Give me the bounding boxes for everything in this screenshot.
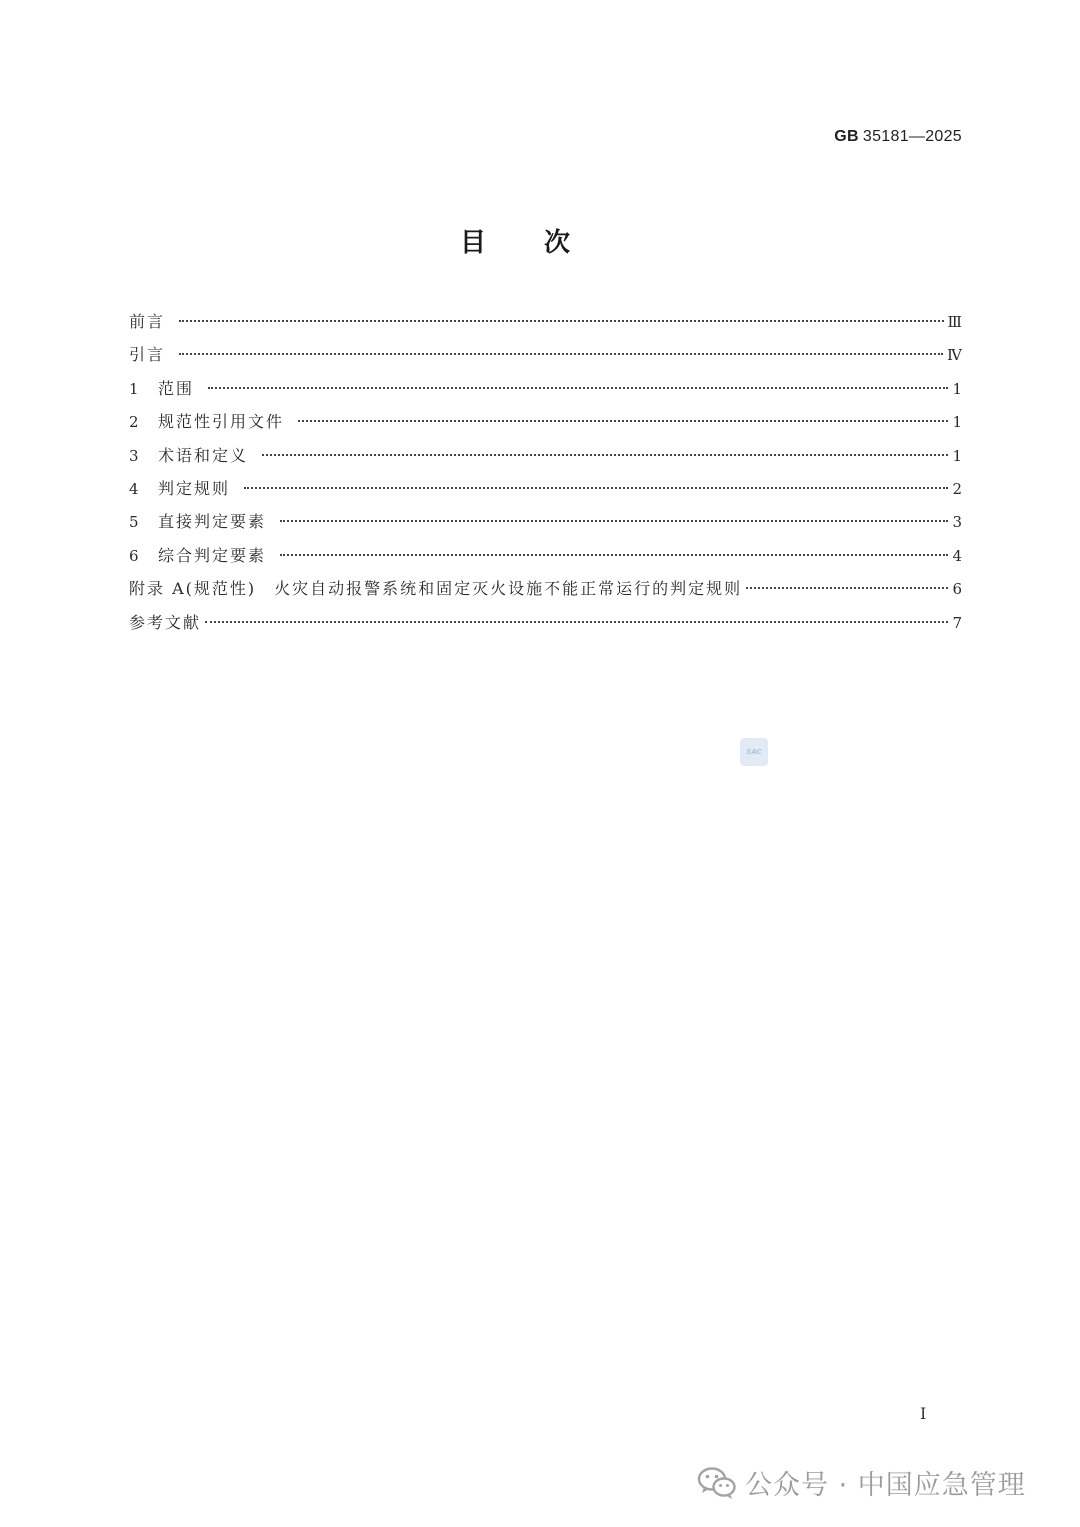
page-title: 目次 <box>459 228 628 258</box>
toc-entry-number: 4 <box>129 479 139 498</box>
toc-entry-direct-elements[interactable] <box>129 505 962 538</box>
standard-prefix: GB <box>834 128 859 145</box>
toc-entry-preface[interactable] <box>129 305 962 338</box>
toc-entry-number: 6 <box>129 546 139 565</box>
toc-entry-page: 1 <box>952 413 962 432</box>
toc-leader-dots <box>208 387 948 389</box>
table-of-contents <box>129 305 962 639</box>
sac-logo-watermark: SAC <box>740 738 768 766</box>
toc-entry-comprehensive-elements[interactable] <box>129 539 962 572</box>
toc-entry-page: 7 <box>952 613 962 632</box>
toc-entry-judgement-rules[interactable] <box>129 472 962 505</box>
toc-leader-dots <box>205 621 948 623</box>
footer-account-text: 公众号 · 中国应急管理 <box>745 1470 1026 1501</box>
toc-entry-bibliography[interactable] <box>129 606 962 639</box>
toc-entry-label: 前言 <box>129 312 166 331</box>
toc-entry-introduction[interactable] <box>129 338 962 371</box>
toc-leader-dots <box>280 554 948 556</box>
standard-number: 35181—2025 <box>862 128 962 145</box>
toc-entry-label: 综合判定要素 <box>158 545 267 565</box>
toc-entry-terms-definitions[interactable] <box>129 439 962 472</box>
toc-entry-page: Ⅳ <box>947 346 962 365</box>
toc-entry-label: 术语和定义 <box>158 445 249 465</box>
standard-code <box>834 128 962 146</box>
toc-entry-page: 2 <box>952 479 962 498</box>
toc-entry-page: 4 <box>952 546 962 565</box>
toc-entry-appendix-a[interactable] <box>129 572 962 605</box>
toc-entry-number: 1 <box>129 379 139 398</box>
toc-entry-label: 规范性引用文件 <box>158 412 285 432</box>
toc-entry-number: 5 <box>129 513 139 532</box>
toc-leader-dots <box>262 454 948 456</box>
toc-entry-label: 判定规则 <box>158 478 231 498</box>
toc-entry-label: 引言 <box>129 345 166 365</box>
toc-entry-number: 3 <box>129 446 139 465</box>
toc-entry-page: 1 <box>952 379 962 398</box>
toc-entry-page: 3 <box>952 513 962 532</box>
toc-leader-dots <box>244 487 948 489</box>
toc-entry-normative-references[interactable] <box>129 405 962 438</box>
page-number: I <box>920 1404 927 1423</box>
toc-entry-label: 直接判定要素 <box>158 512 267 532</box>
toc-leader-dots <box>298 420 948 422</box>
toc-leader-dots <box>179 353 943 355</box>
wechat-icon <box>697 1466 737 1500</box>
toc-entry-page: 1 <box>952 446 962 465</box>
toc-entry-number: 2 <box>129 413 139 432</box>
toc-entry-scope[interactable] <box>129 372 962 405</box>
toc-entry-page: Ⅲ <box>947 313 962 331</box>
wechat-account-watermark <box>697 1463 1026 1502</box>
toc-entry-page: 6 <box>952 580 962 599</box>
toc-entry-label: 参考文献 <box>129 612 202 632</box>
toc-entry-label: 附录 A(规范性) 火灾自动报警系统和固定灭火设施不能正常运行的判定规则 <box>129 579 743 599</box>
toc-entry-label: 范围 <box>158 378 195 398</box>
toc-leader-dots <box>746 587 948 589</box>
toc-leader-dots <box>280 520 948 522</box>
toc-leader-dots <box>179 320 944 322</box>
